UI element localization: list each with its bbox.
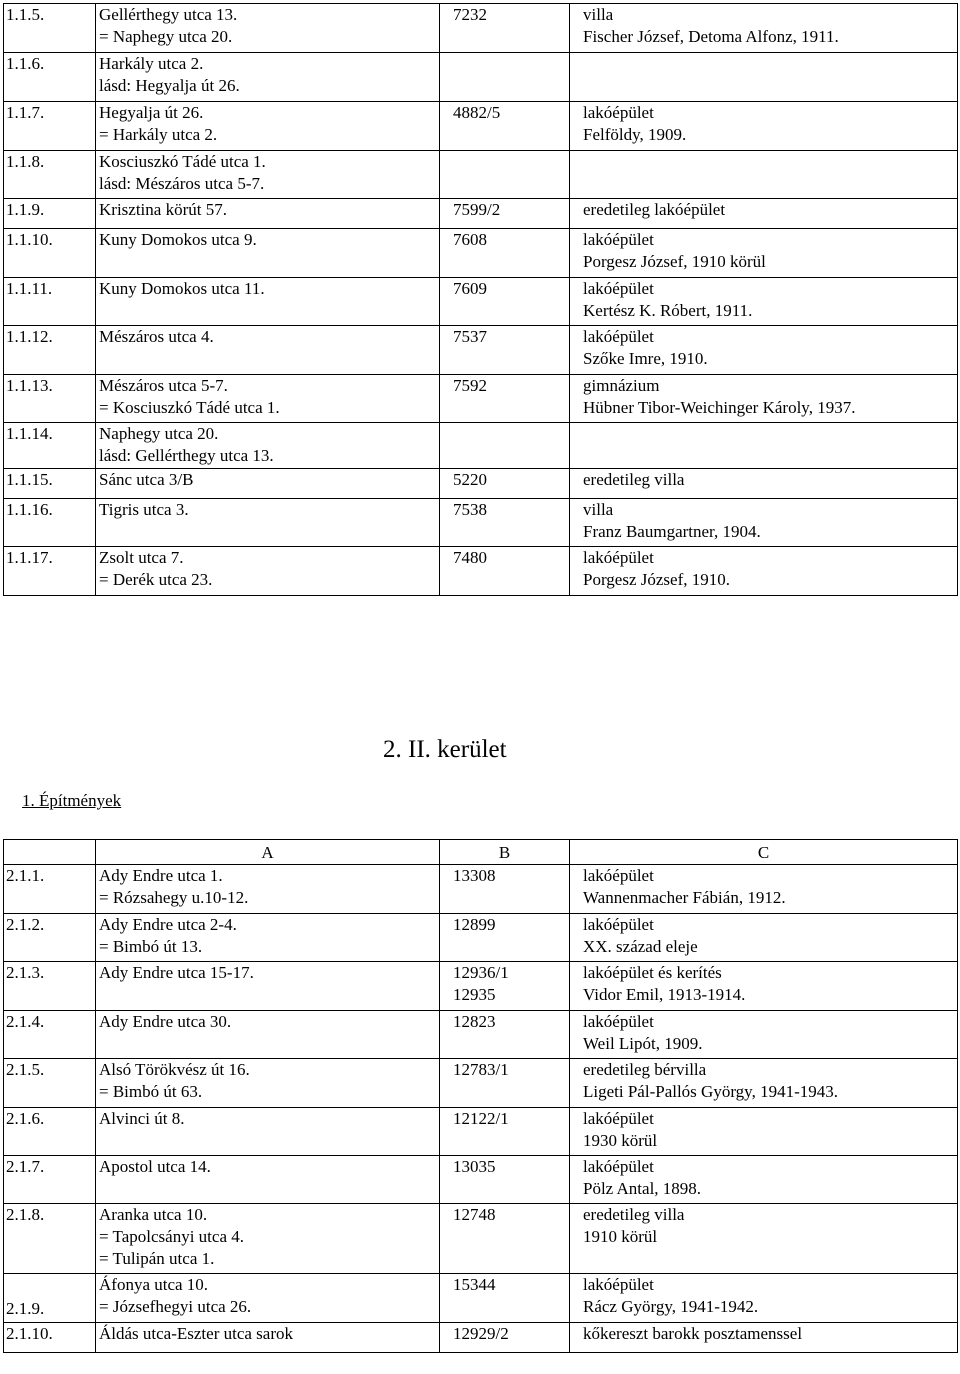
table-row — [4, 1204, 958, 1274]
address-cell — [96, 469, 440, 499]
entry-id-cell — [4, 1204, 96, 1274]
lot-number-text: 7480 — [453, 548, 487, 567]
lot-number-cell — [440, 53, 570, 102]
entry-id-cell — [4, 1323, 96, 1353]
description-cell — [570, 375, 958, 423]
table-row — [4, 326, 958, 375]
address-text: Áfonya utca 10. — [99, 1275, 209, 1294]
address-cell — [96, 914, 440, 962]
entry-id-cell — [4, 375, 96, 423]
entry-id-text: 2.1.6. — [6, 1109, 45, 1128]
lot-number-text: 7609 — [453, 279, 487, 298]
address-cell — [96, 278, 440, 326]
description-text: lakóépület — [583, 548, 654, 567]
address-text: lásd: Gellérthegy utca 13. — [99, 446, 274, 465]
description-text: lakóépület — [583, 1275, 654, 1294]
entry-id-text: 1.1.7. — [6, 103, 45, 122]
lot-number-cell — [440, 278, 570, 326]
address-text: lásd: Mészáros utca 5-7. — [99, 174, 265, 193]
address-cell — [96, 326, 440, 375]
address-text: Aranka utca 10. — [99, 1205, 208, 1224]
description-text: 1930 körül — [583, 1131, 658, 1150]
entry-id-cell — [4, 1156, 96, 1204]
column-header-a: A — [96, 840, 440, 865]
table-row — [4, 1274, 958, 1323]
lot-number-cell — [440, 1011, 570, 1059]
register-table-district-1 — [3, 3, 958, 596]
table-row — [4, 375, 958, 423]
entry-id-cell — [4, 914, 96, 962]
lot-number-cell — [440, 102, 570, 151]
description-text: eredetileg bérvilla — [583, 1060, 707, 1079]
table-row — [4, 151, 958, 199]
subsection-title: 1. Építmények — [22, 791, 122, 810]
address-cell — [96, 1011, 440, 1059]
address-text: = Bimbó út 63. — [99, 1082, 203, 1101]
address-text: Sánc utca 3/B — [99, 470, 194, 489]
description-cell — [570, 469, 958, 499]
address-cell — [96, 1059, 440, 1108]
address-cell — [96, 1204, 440, 1274]
lot-number-cell — [440, 865, 570, 914]
address-text: = Naphegy utca 20. — [99, 27, 233, 46]
lot-number-cell — [440, 1274, 570, 1323]
address-text: Naphegy utca 20. — [99, 424, 219, 443]
address-cell — [96, 1274, 440, 1323]
description-text: Hübner Tibor-Weichinger Károly, 1937. — [583, 398, 856, 417]
lot-number-text: 7599/2 — [453, 200, 501, 219]
address-text: Krisztina körút 57. — [99, 200, 227, 219]
lot-number-cell — [440, 199, 570, 229]
address-cell — [96, 865, 440, 914]
description-cell — [570, 102, 958, 151]
column-header-b: B — [440, 840, 570, 865]
table-row — [4, 499, 958, 547]
description-cell — [570, 423, 958, 469]
lot-number-text: 13035 — [453, 1157, 496, 1176]
entry-id-cell — [4, 1011, 96, 1059]
address-text: = Józsefhegyi utca 26. — [99, 1297, 252, 1316]
lot-number-cell — [440, 469, 570, 499]
description-text: Wannenmacher Fábián, 1912. — [583, 888, 786, 907]
entry-id-cell — [4, 102, 96, 151]
lot-number-text: 12929/2 — [453, 1324, 509, 1343]
entry-id-text: 1.1.10. — [6, 230, 53, 249]
address-cell — [96, 229, 440, 278]
entry-id-cell — [4, 1059, 96, 1108]
description-cell — [570, 865, 958, 914]
entry-id-cell — [4, 199, 96, 229]
table-row — [4, 1011, 958, 1059]
address-text: Gellérthegy utca 13. — [99, 5, 238, 24]
table-row — [4, 4, 958, 53]
address-text: Mészáros utca 4. — [99, 327, 214, 346]
lot-number-cell — [440, 962, 570, 1011]
entry-id-text: 1.1.13. — [6, 376, 53, 395]
address-text: = Bimbó út 13. — [99, 937, 203, 956]
description-cell — [570, 962, 958, 1011]
lot-number-cell — [440, 423, 570, 469]
description-cell — [570, 1108, 958, 1156]
address-text: = Tulipán utca 1. — [99, 1249, 215, 1268]
lot-number-cell — [440, 151, 570, 199]
description-text: lakóépület — [583, 279, 654, 298]
entry-id-text: 2.1.1. — [6, 866, 45, 885]
address-cell — [96, 375, 440, 423]
entry-id-text: 1.1.6. — [6, 54, 45, 73]
address-text: Apostol utca 14. — [99, 1157, 211, 1176]
description-text: Rácz György, 1941-1942. — [583, 1297, 759, 1316]
lot-number-text: 5220 — [453, 470, 487, 489]
entry-id-cell — [4, 4, 96, 53]
entry-id-text: 1.1.16. — [6, 500, 53, 519]
address-text: Ady Endre utca 2-4. — [99, 915, 237, 934]
address-text: Ady Endre utca 1. — [99, 866, 223, 885]
lot-number-cell — [440, 375, 570, 423]
entry-id-text: 1.1.14. — [6, 424, 53, 443]
lot-number-text: 12748 — [453, 1205, 496, 1224]
table-row — [4, 469, 958, 499]
address-text: Ady Endre utca 15-17. — [99, 963, 254, 982]
entry-id-cell — [4, 278, 96, 326]
lot-number-text: 7592 — [453, 376, 487, 395]
description-cell — [570, 547, 958, 596]
description-text: Weil Lipót, 1909. — [583, 1034, 703, 1053]
address-text: = Derék utca 23. — [99, 570, 213, 589]
description-text: Kertész K. Róbert, 1911. — [583, 301, 753, 320]
table-row — [4, 229, 958, 278]
entry-id-text: 2.1.5. — [6, 1060, 45, 1079]
description-text: lakóépület — [583, 866, 654, 885]
address-cell — [96, 499, 440, 547]
entry-id-text: 1.1.5. — [6, 5, 45, 24]
entry-id-text: 2.1.10. — [6, 1324, 53, 1343]
lot-number-cell — [440, 4, 570, 53]
address-text: Hegyalja út 26. — [99, 103, 204, 122]
address-cell — [96, 962, 440, 1011]
entry-id-cell — [4, 1274, 96, 1323]
description-text: kőkereszt barokk posztamenssel — [583, 1324, 803, 1343]
lot-number-text: 12899 — [453, 915, 496, 934]
entry-id-cell — [4, 469, 96, 499]
description-text: Ligeti Pál-Pallós György, 1941-1943. — [583, 1082, 838, 1101]
description-text: eredetileg villa — [583, 1205, 685, 1224]
lot-number-cell — [440, 1059, 570, 1108]
lot-number-text: 7538 — [453, 500, 487, 519]
address-cell — [96, 547, 440, 596]
address-cell — [96, 199, 440, 229]
description-text: gimnázium — [583, 376, 660, 395]
address-cell — [96, 53, 440, 102]
lot-number-cell — [440, 547, 570, 596]
address-cell — [96, 1323, 440, 1353]
description-cell — [570, 151, 958, 199]
description-text: eredetileg lakóépület — [583, 200, 726, 219]
entry-id-text: 1.1.12. — [6, 327, 53, 346]
entry-id-cell — [4, 151, 96, 199]
entry-id-cell — [4, 53, 96, 102]
lot-number-cell — [440, 914, 570, 962]
entry-id-text: 1.1.15. — [6, 470, 53, 489]
address-cell — [96, 423, 440, 469]
description-text: lakóépület — [583, 327, 654, 346]
entry-id-text: 1.1.9. — [6, 200, 45, 219]
entry-id-cell — [4, 229, 96, 278]
table-row — [4, 962, 958, 1011]
description-text: lakóépület — [583, 1157, 654, 1176]
address-cell — [96, 102, 440, 151]
address-text: Ady Endre utca 30. — [99, 1012, 232, 1031]
entry-id-cell — [4, 962, 96, 1011]
table-row — [4, 914, 958, 962]
description-cell — [570, 1274, 958, 1323]
lot-number-cell — [440, 1204, 570, 1274]
description-text: lakóépület — [583, 915, 654, 934]
lot-number-text: 12823 — [453, 1012, 496, 1031]
lot-number-text: 12122/1 — [453, 1109, 509, 1128]
entry-id-text: 1.1.11. — [6, 279, 53, 298]
description-text: lakóépület — [583, 1012, 654, 1031]
description-text: Pölz Antal, 1898. — [583, 1179, 702, 1198]
table-row — [4, 423, 958, 469]
description-text: Vidor Emil, 1913-1914. — [583, 985, 746, 1004]
description-cell — [570, 1011, 958, 1059]
lot-number-text: 7608 — [453, 230, 487, 249]
table-row — [4, 102, 958, 151]
description-text: Szőke Imre, 1910. — [583, 349, 708, 368]
table-row — [4, 278, 958, 326]
column-header-c: C — [570, 840, 958, 865]
description-cell — [570, 4, 958, 53]
address-text: Zsolt utca 7. — [99, 548, 184, 567]
address-text: Kuny Domokos utca 11. — [99, 279, 265, 298]
lot-number-cell — [440, 499, 570, 547]
entry-id-cell — [4, 1108, 96, 1156]
description-text: lakóépület — [583, 103, 654, 122]
description-text: villa — [583, 500, 614, 519]
header-empty-cell — [4, 840, 96, 865]
description-text: Porgesz József, 1910. — [583, 570, 730, 589]
address-text: = Kosciuszkó Tádé utca 1. — [99, 398, 280, 417]
lot-number-cell — [440, 1323, 570, 1353]
description-text: Felföldy, 1909. — [583, 125, 687, 144]
lot-number-text: 12936/1 — [453, 963, 509, 982]
description-cell — [570, 53, 958, 102]
description-cell — [570, 278, 958, 326]
entry-id-cell — [4, 547, 96, 596]
address-cell — [96, 1108, 440, 1156]
description-cell — [570, 1156, 958, 1204]
lot-number-text: 13308 — [453, 866, 496, 885]
table-row — [4, 1059, 958, 1108]
lot-number-text: 4882/5 — [453, 103, 501, 122]
entry-id-text: 2.1.2. — [6, 915, 45, 934]
lot-number-cell — [440, 326, 570, 375]
description-text: lakóépület — [583, 230, 654, 249]
entry-id-cell — [4, 423, 96, 469]
address-text: Mészáros utca 5-7. — [99, 376, 228, 395]
entry-id-cell — [4, 865, 96, 914]
entry-id-text: 1.1.8. — [6, 152, 45, 171]
description-text: lakóépület és kerítés — [583, 963, 722, 982]
lot-number-text: 12935 — [453, 985, 496, 1004]
description-text: Porgesz József, 1910 körül — [583, 252, 766, 271]
table-row — [4, 199, 958, 229]
description-cell — [570, 499, 958, 547]
table-row — [4, 1156, 958, 1204]
description-text: villa — [583, 5, 614, 24]
entry-id-cell — [4, 499, 96, 547]
description-cell — [570, 199, 958, 229]
address-text: = Rózsahegy u.10-12. — [99, 888, 249, 907]
address-text: = Tapolcsányi utca 4. — [99, 1227, 244, 1246]
entry-id-cell — [4, 326, 96, 375]
entry-id-text: 2.1.8. — [6, 1205, 45, 1224]
section-title: 2. II. kerület — [383, 736, 507, 763]
description-text: eredetileg villa — [583, 470, 685, 489]
description-cell — [570, 1059, 958, 1108]
register-table-body — [4, 4, 958, 596]
lot-number-text: 7232 — [453, 5, 487, 24]
lot-number-text: 15344 — [453, 1275, 496, 1294]
description-text: lakóépület — [583, 1109, 654, 1128]
address-text: Harkály utca 2. — [99, 54, 204, 73]
entry-id-text: 2.1.9. — [6, 1299, 45, 1318]
lot-number-text: 12783/1 — [453, 1060, 509, 1079]
lot-number-cell — [440, 1108, 570, 1156]
address-text: Kosciuszkó Tádé utca 1. — [99, 152, 266, 171]
address-cell — [96, 151, 440, 199]
description-cell — [570, 326, 958, 375]
lot-number-cell — [440, 1156, 570, 1204]
table-header-row — [4, 840, 958, 865]
address-text: Alvinci út 8. — [99, 1109, 185, 1128]
address-cell — [96, 1156, 440, 1204]
description-text: Franz Baumgartner, 1904. — [583, 522, 761, 541]
description-text: XX. század eleje — [583, 937, 698, 956]
table-row — [4, 547, 958, 596]
description-cell — [570, 914, 958, 962]
table-row — [4, 1108, 958, 1156]
description-cell — [570, 1323, 958, 1353]
table-row — [4, 865, 958, 914]
address-text: Kuny Domokos utca 9. — [99, 230, 257, 249]
address-text: lásd: Hegyalja út 26. — [99, 76, 240, 95]
entry-id-text: 2.1.3. — [6, 963, 45, 982]
register-table-body — [4, 840, 958, 1353]
address-text: Alsó Törökvész út 16. — [99, 1060, 250, 1079]
description-text: Fischer József, Detoma Alfonz, 1911. — [583, 27, 839, 46]
address-text: Áldás utca-Eszter utca sarok — [99, 1324, 293, 1343]
address-text: = Harkály utca 2. — [99, 125, 218, 144]
entry-id-text: 1.1.17. — [6, 548, 53, 567]
lot-number-cell — [440, 229, 570, 278]
lot-number-text: 7537 — [453, 327, 487, 346]
entry-id-text: 2.1.7. — [6, 1157, 45, 1176]
table-row — [4, 1323, 958, 1353]
address-text: Tigris utca 3. — [99, 500, 189, 519]
entry-id-text: 2.1.4. — [6, 1012, 45, 1031]
register-table-district-2 — [3, 839, 958, 1353]
table-row — [4, 53, 958, 102]
description-cell — [570, 229, 958, 278]
description-cell — [570, 1204, 958, 1274]
address-cell — [96, 4, 440, 53]
description-text: 1910 körül — [583, 1227, 658, 1246]
